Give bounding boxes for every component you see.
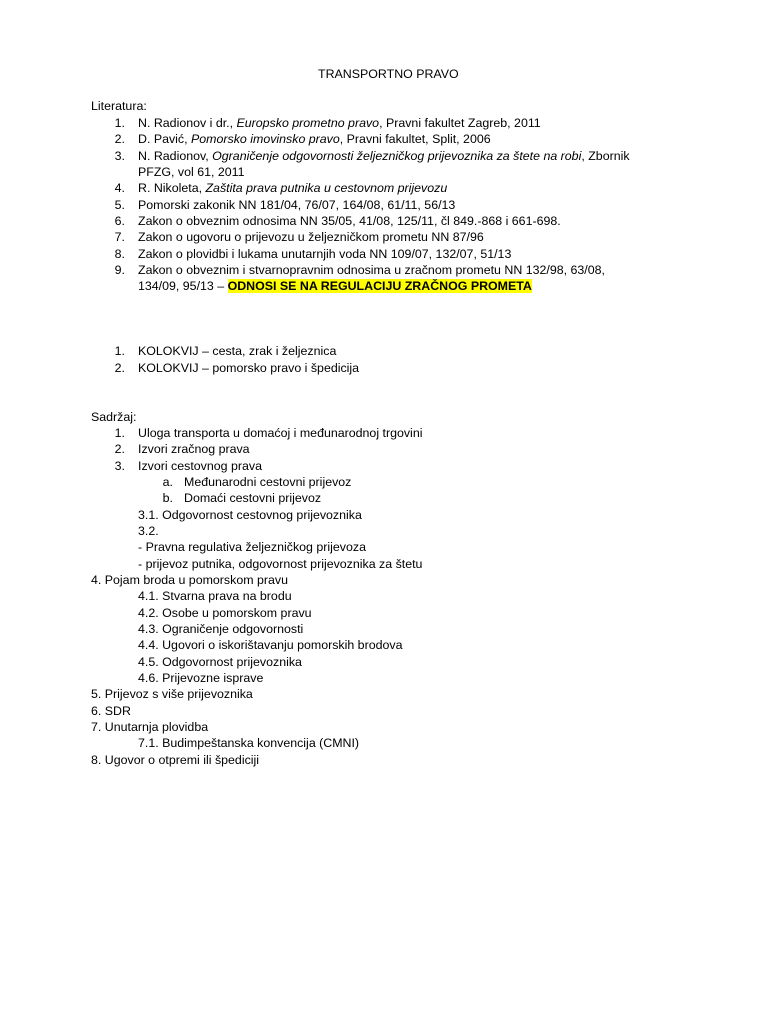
literature-item-continuation: PFZG, vol 61, 2011 (138, 165, 245, 179)
sadrzaj-line: 5. Prijevoz s više prijevoznika (91, 687, 253, 701)
sadrzaj-line: - Pravna regulativa željezničkog prijevoza (138, 540, 366, 554)
sadrzaj-item: Uloga transporta u domaćoj i međunarodnoj trgovini (138, 426, 423, 440)
sadrzaj-line: 4. Pojam broda u pomorskom pravu (91, 573, 288, 587)
list-number: 1. (114, 426, 125, 440)
sadrzaj-line: 4.5. Odgovornost prijevoznika (138, 655, 302, 669)
sadrzaj-item: Izvori cestovnog prava (138, 459, 262, 473)
sadrzaj-line: - prijevoz putnika, odgovornost prijevoznika za štetu (138, 557, 423, 571)
sadrzaj-line: 8. Ugovor o otpremi ili špediciji (91, 753, 260, 767)
literature-item-continuation: 134/09, 95/13 – ODNOSI SE NA REGULACIJU ZRAČNOG PROMETA (138, 279, 532, 293)
sadrzaj-line: 4.4. Ugovori o iskorištavanju pomorskih brodova (138, 638, 403, 652)
sadrzaj-heading: Sadržaj: (91, 410, 137, 424)
literatura-heading: Literatura: (91, 99, 147, 113)
sadrzaj-line: 4.3. Ograničenje odgovornosti (138, 622, 304, 636)
kolokvij-item: KOLOKVIJ – cesta, zrak i željeznica (138, 344, 337, 358)
sadrzaj-line: 4.1. Stvarna prava na brodu (138, 589, 292, 603)
list-number: 9. (114, 263, 125, 277)
list-number: 3. (114, 459, 125, 473)
list-number: 4. (114, 181, 125, 195)
literature-item: N. Radionov, Ograničenje odgovornosti željezničkog prijevoznika za štete na robi, Zbornik (138, 149, 630, 163)
list-number: 8. (114, 247, 125, 261)
sublist-letter: b. (162, 491, 173, 505)
sadrzaj-item: Izvori zračnog prava (138, 442, 250, 456)
literature-item: D. Pavić, Pomorsko imovinsko pravo, Pravni fakultet, Split, 2006 (138, 132, 491, 146)
list-number: 5. (114, 198, 125, 212)
sadrzaj-line: 7.1. Budimpeštanska konvencija (CMNI) (138, 736, 360, 750)
list-number: 3. (114, 149, 125, 163)
sadrzaj-subitem: Domaći cestovni prijevoz (184, 491, 322, 505)
kolokvij-item: KOLOKVIJ – pomorsko pravo i špedicija (138, 361, 360, 375)
sadrzaj-line: 6. SDR (91, 704, 131, 718)
sadrzaj-subitem: Međunarodni cestovni prijevoz (184, 475, 352, 489)
literature-item: R. Nikoleta, Zaštita prava putnika u cestovnom prijevozu (138, 181, 448, 195)
list-number: 7. (114, 230, 125, 244)
literature-item: Pomorski zakonik NN 181/04, 76/07, 164/08, 61/11, 56/13 (138, 198, 456, 212)
sadrzaj-line: 7. Unutarnja plovidba (91, 720, 209, 734)
list-number: 1. (114, 344, 125, 358)
sadrzaj-line: 3.2. (138, 524, 159, 538)
list-number: 6. (114, 214, 125, 228)
sadrzaj-line: 3.1. Odgovornost cestovnog prijevoznika (138, 508, 362, 522)
list-number: 2. (114, 361, 125, 375)
list-number: 1. (114, 116, 125, 130)
literature-item: N. Radionov i dr., Europsko prometno pravo, Pravni fakultet Zagreb, 2011 (138, 116, 541, 130)
literature-item: Zakon o ugovoru o prijevozu u željezničkom prometu NN 87/96 (138, 230, 484, 244)
list-number: 2. (114, 132, 125, 146)
literature-item: Zakon o plovidbi i lukama unutarnjih voda NN 109/07, 132/07, 51/13 (138, 247, 512, 261)
document-title: TRANSPORTNO PRAVO (318, 67, 459, 81)
list-number: 2. (114, 442, 125, 456)
sadrzaj-line: 4.6. Prijevozne isprave (138, 671, 264, 685)
sublist-letter: a. (162, 475, 173, 489)
literature-item: Zakon o obveznim odnosima NN 35/05, 41/08, 125/11, čl 849.-868 i 661-698. (138, 214, 561, 228)
highlighted-note: ODNOSI SE NA REGULACIJU ZRAČNOG PROMETA (227, 279, 532, 293)
sadrzaj-line: 4.2. Osobe u pomorskom pravu (138, 606, 312, 620)
literature-item: Zakon o obveznim i stvarnopravnim odnosima u zračnom prometu NN 132/98, 63/08, (138, 263, 605, 277)
